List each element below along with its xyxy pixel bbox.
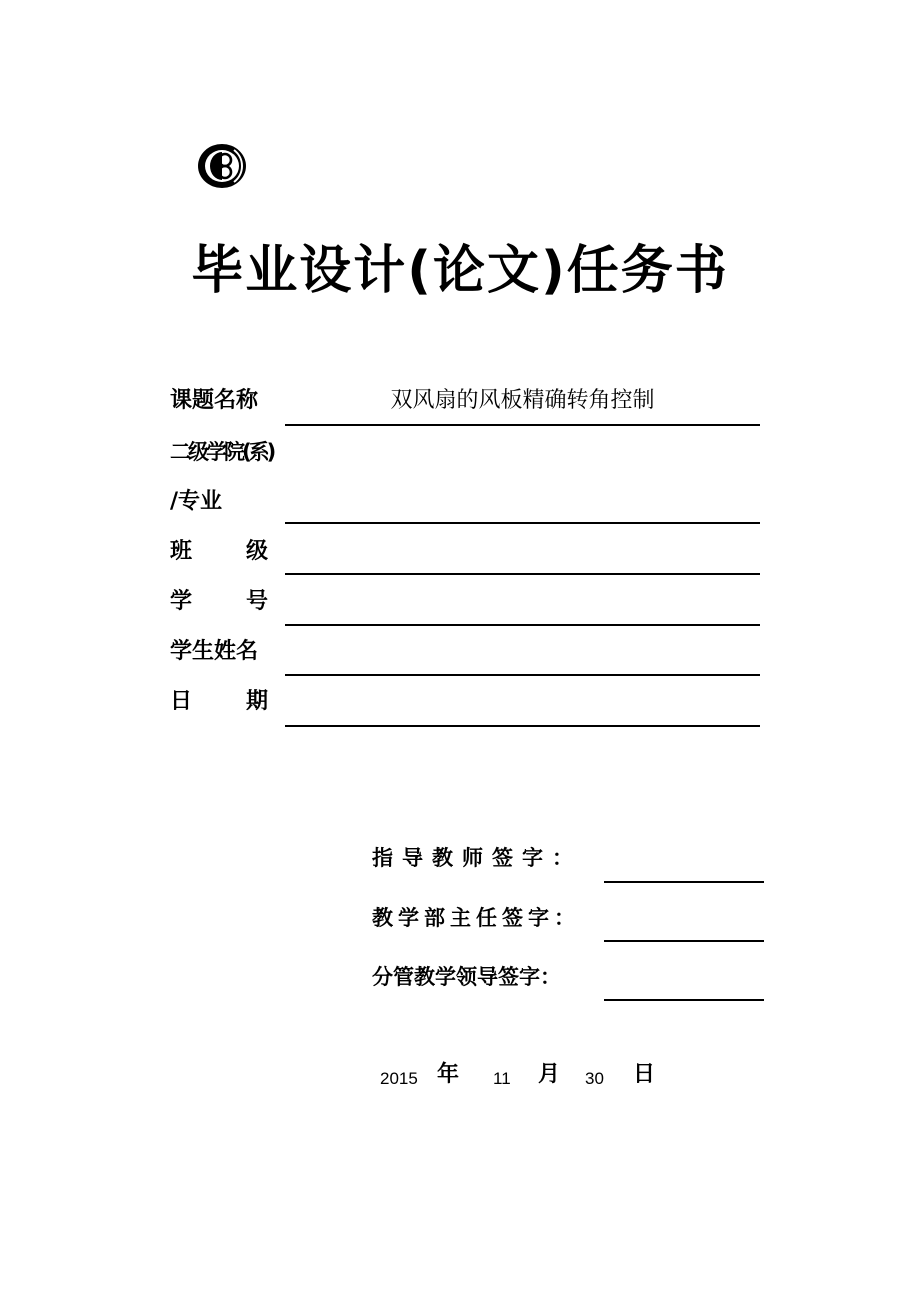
college-major-underline [285,522,760,524]
id-label-b: 号 [245,589,268,614]
topic-underline [285,424,760,426]
department-head-signature-line [604,940,764,942]
university-emblem-icon [196,142,248,190]
class-label [170,537,268,567]
id-label-a: 学 [170,589,193,614]
date-day: 30 [585,1069,604,1088]
student-name-underline [285,674,760,676]
topic-label: 课题名称 [170,388,259,413]
date-year: 2015 [380,1069,418,1088]
class-label-b: 级 [245,539,268,564]
teaching-leader-signature-line [604,999,764,1001]
teaching-leader-signature-label: 分管教学领导签字： [372,965,561,989]
page-title: 毕业设计(论文)任务书 [191,241,729,301]
student-id-label [170,587,268,617]
department-head-signature-label: 教学部主任签字： [372,906,580,930]
advisor-signature-label: 指导教师签字： [372,846,582,870]
date-day-unit: 日 [633,1062,656,1087]
student-id-underline [285,624,760,626]
date-month-unit: 月 [538,1062,561,1087]
topic-value: 双风扇的风板精确转角控制 [390,388,655,413]
date-underline [285,725,760,727]
class-label-a: 班 [170,539,193,564]
date-month: 11 [493,1069,511,1088]
advisor-signature-line [604,881,764,883]
major-label: /专业 [170,489,223,514]
date-label [170,687,268,717]
student-name-label: 学生姓名 [170,639,259,664]
date-year-unit: 年 [437,1062,460,1087]
college-label: 二级学院(系) [170,440,274,464]
date-label-a: 日 [170,689,193,714]
class-underline [285,573,760,575]
date-label-b: 期 [245,689,268,714]
